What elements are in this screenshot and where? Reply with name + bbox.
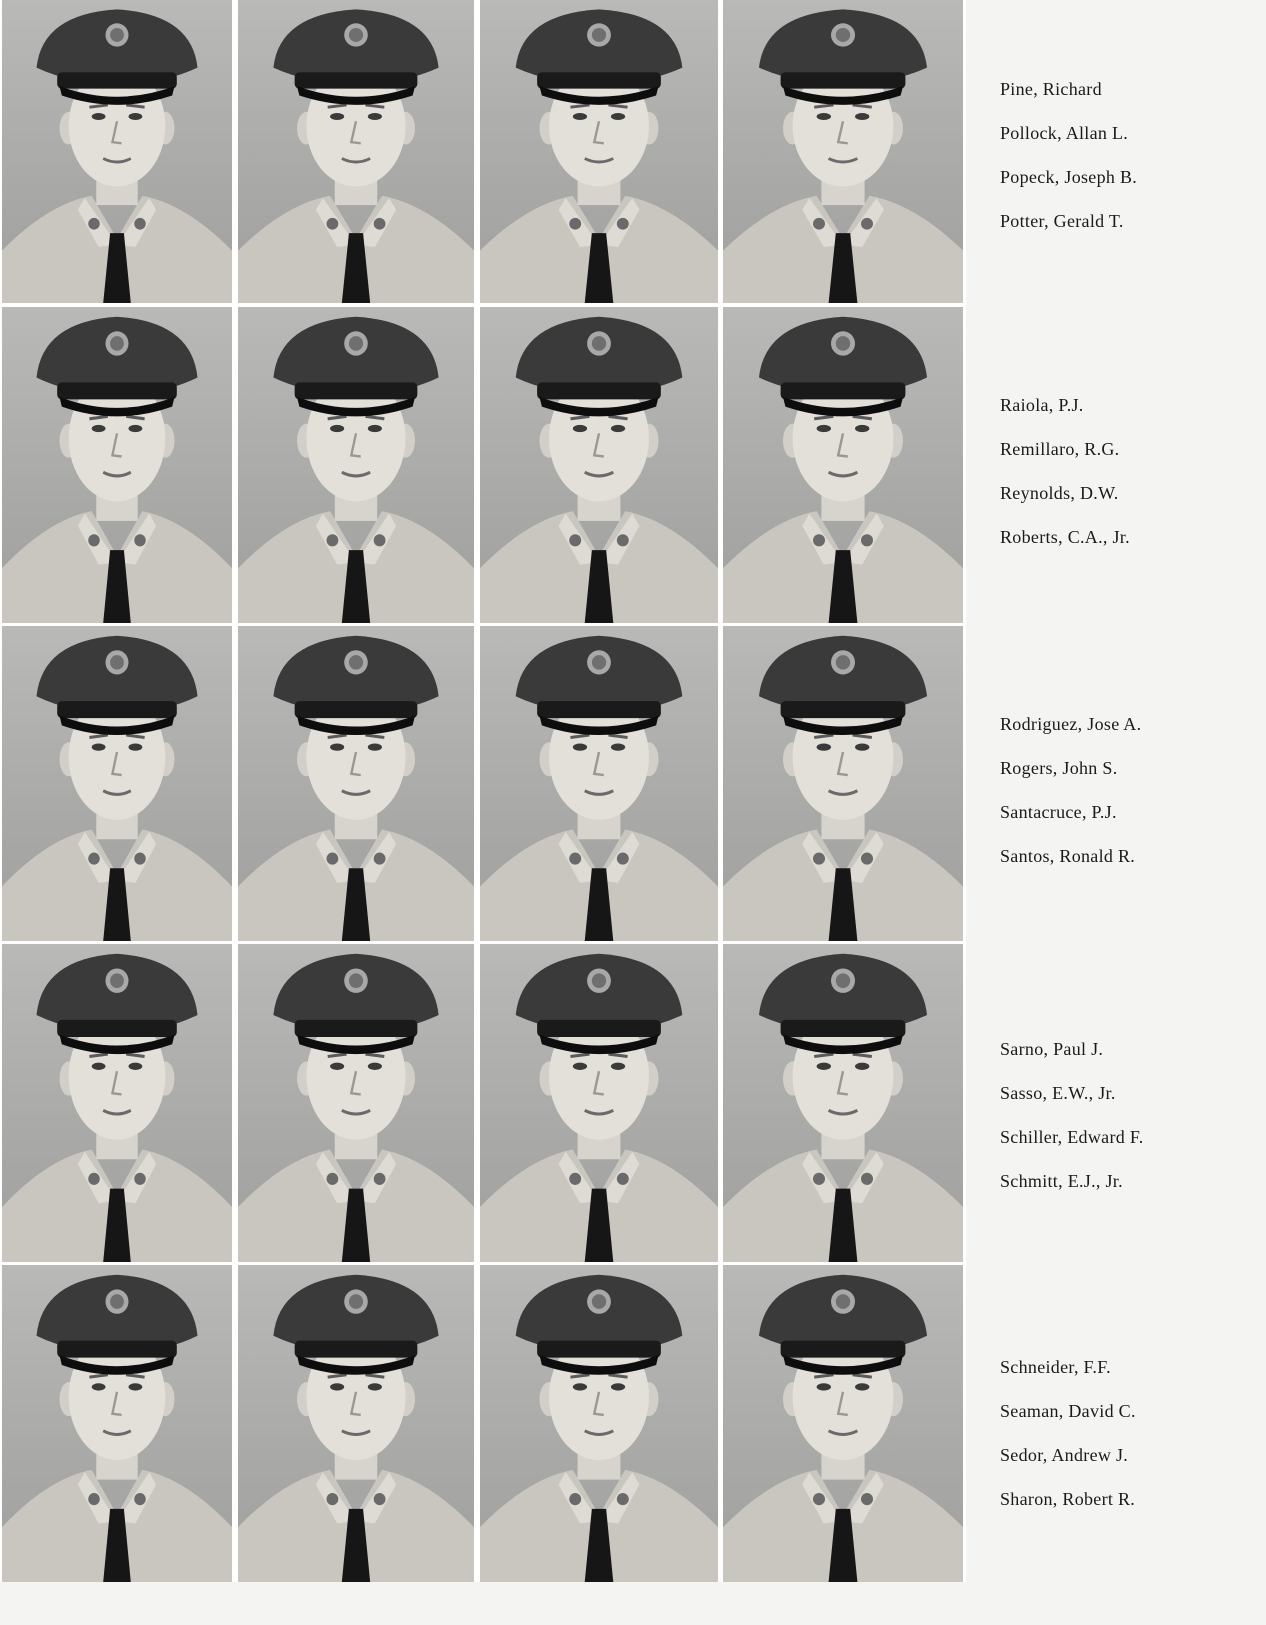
cadet-name: Schneider, F.F. (1000, 1357, 1111, 1377)
portrait-photo (2, 307, 232, 623)
portrait-photo (2, 1265, 232, 1582)
portrait-photo (723, 626, 963, 941)
portrait-photo (723, 0, 963, 303)
portrait-photo (480, 1265, 718, 1582)
portrait-photo (480, 307, 718, 623)
portrait-photo (2, 944, 232, 1262)
portrait-photo (238, 944, 474, 1262)
portrait-photo (238, 1265, 474, 1582)
cadet-name: Popeck, Joseph B. (1000, 167, 1138, 187)
portrait-photo (480, 0, 718, 303)
cadet-name: Roberts, C.A., Jr. (1000, 527, 1130, 547)
cadet-name: Rogers, John S. (1000, 758, 1118, 778)
portrait-photo (723, 1265, 963, 1582)
cadet-name: Reynolds, D.W. (1000, 483, 1119, 503)
cadet-name: Santos, Ronald R. (1000, 846, 1136, 866)
cadet-name: Potter, Gerald T. (1000, 211, 1124, 231)
portrait-photo (723, 944, 963, 1262)
cadet-name: Remillaro, R.G. (1000, 439, 1120, 459)
portrait-photo (2, 626, 232, 941)
cadet-name: Pollock, Allan L. (1000, 123, 1129, 143)
portrait-photo (480, 944, 718, 1262)
cadet-name: Rodriguez, Jose A. (1000, 714, 1142, 734)
portrait-photo (238, 307, 474, 623)
portrait-photo (723, 307, 963, 623)
cadet-name: Schiller, Edward F. (1000, 1127, 1144, 1147)
cadet-name: Sasso, E.W., Jr. (1000, 1083, 1116, 1103)
cadet-name: Schmitt, E.J., Jr. (1000, 1171, 1123, 1191)
portrait-photo (238, 626, 474, 941)
cadet-name: Pine, Richard (1000, 79, 1102, 99)
portrait-photo (238, 0, 474, 303)
cadet-name: Sarno, Paul J. (1000, 1039, 1104, 1059)
cadet-name: Seaman, David C. (1000, 1401, 1136, 1421)
cadet-name: Santacruce, P.J. (1000, 802, 1117, 822)
cadet-name: Raiola, P.J. (1000, 395, 1084, 415)
cadet-name: Sharon, Robert R. (1000, 1489, 1136, 1509)
portrait-photo (480, 626, 718, 941)
portrait-photo (2, 0, 232, 303)
cadet-name: Sedor, Andrew J. (1000, 1445, 1129, 1465)
